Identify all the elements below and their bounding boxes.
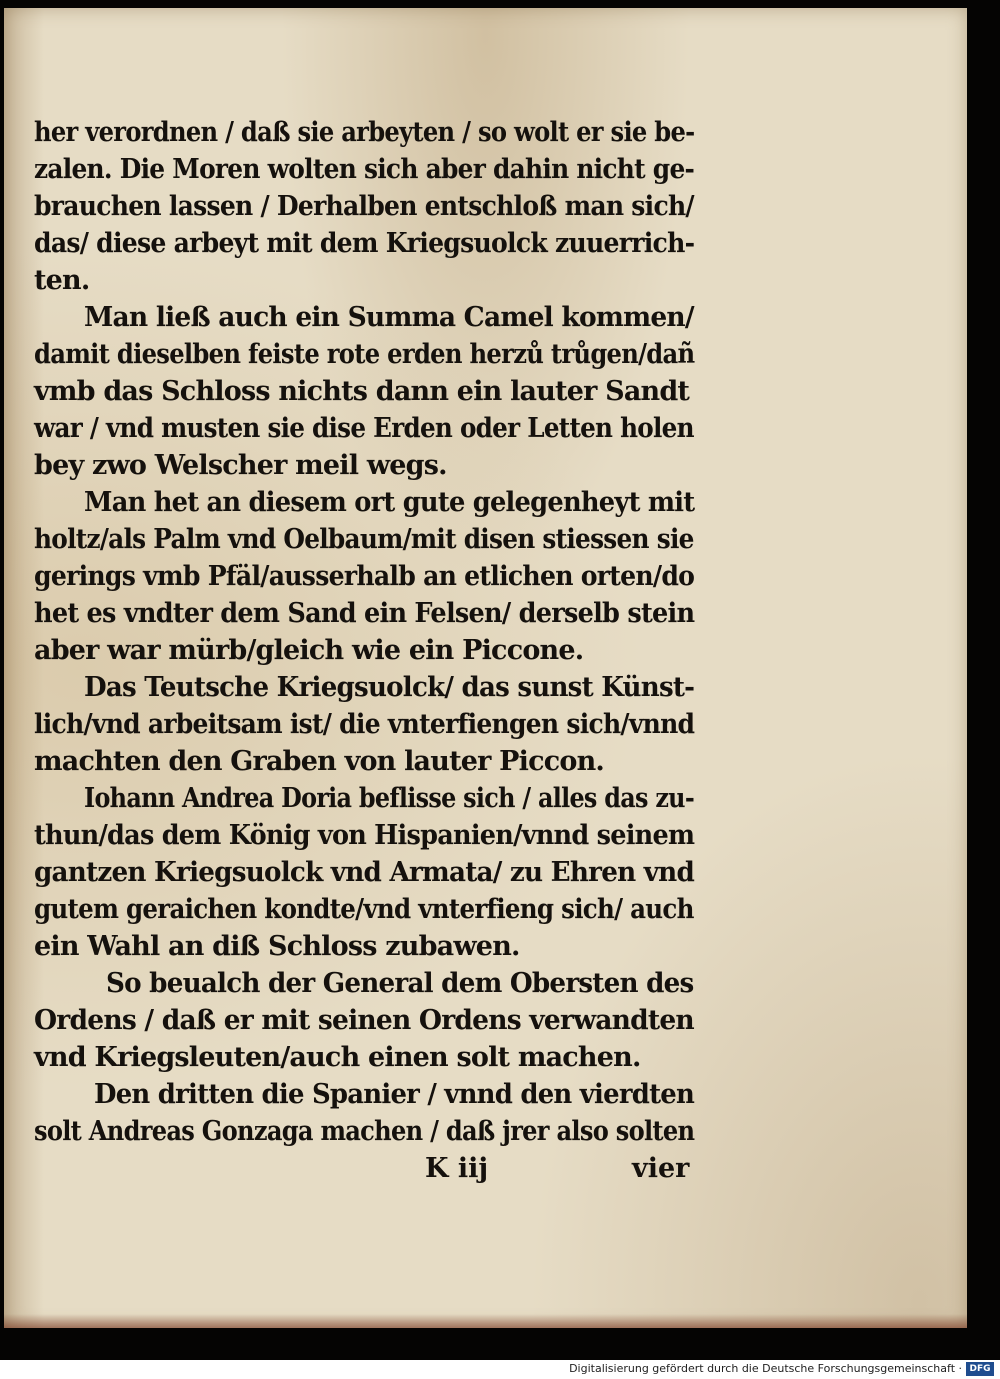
text-line: gantzen Kriegsuolck vnd Armata/ zu Ehren vnd [34,857,695,888]
text-line: das/ diese arbeyt mit dem Kriegsuolck zuuerrich- [34,228,695,259]
text-line: solt Andreas Gonzaga machen / daß jrer also solten [34,1116,695,1147]
text-line: bey zwo Welscher meil wegs. [34,450,447,481]
text-line: ein Wahl an diß Schloss zubawen. [34,931,520,962]
text-line: het es vndter dem Sand ein Felsen/ derselb stein [34,598,695,629]
text-line: lich/vnd arbeitsam ist/ die vnterfiengen sich/vnnd [34,709,695,740]
text-line: Ordens / daß er mit seinen Ordens verwandten [34,1005,694,1036]
text-line: holtz/als Palm vnd Oelbaum/mit disen stiessen sie [34,524,694,555]
text-line: damit dieselben feiste rote erden herzů trůgen/dañ [34,339,695,370]
text-line: ten. [34,265,90,296]
text-line: Iohann Andrea Doria beflisse sich / alles das zu- [84,783,695,814]
text-line: Das Teutsche Kriegsuolck/ das sunst Künst- [84,672,695,703]
text-line: thun/das dem König von Hispanien/vnnd seinem [34,820,695,851]
text-line: war / vnd musten sie dise Erden oder Letten holen [34,413,694,444]
text-line: brauchen lassen / Derhalben entschloß man sich/ [34,191,694,222]
catchword: vier [632,1153,690,1184]
text-line: gerings vmb Pfäl/ausserhalb an etlichen orten/do [34,561,695,592]
text-line: aber war mürb/gleich wie ein Piccone. [34,635,584,666]
text-line: So beualch der General dem Obersten des [106,968,694,999]
digitization-credit: Digitalisierung gefördert durch die Deutsche Forschungsgemeinschaft · [569,1362,962,1375]
dfg-logo: DFG [966,1362,994,1376]
text-line: Den dritten die Spanier / vnnd den vierdten [94,1079,695,1110]
text-line: Man het an diesem ort gute gelegenheyt mit [84,487,695,518]
page-edge-stain [4,1314,967,1328]
text-line: machten den Graben von lauter Piccon. [34,746,605,777]
text-line: her verordnen / daß sie arbeyten / so wolt er sie be- [34,117,695,148]
text-line: gutem geraichen kondte/vnd vnterfieng sich/ auch [34,894,694,925]
signature-mark: K iij [425,1153,489,1184]
text-line: vmb das Schloss nichts dann ein lauter Sandt [34,376,690,407]
text-line: Man ließ auch ein Summa Camel kommen/ [84,302,694,333]
text-line: vnd Kriegsleuten/auch einen solt machen. [34,1042,641,1073]
text-line: zalen. Die Moren wolten sich aber dahin nicht ge- [34,154,695,185]
